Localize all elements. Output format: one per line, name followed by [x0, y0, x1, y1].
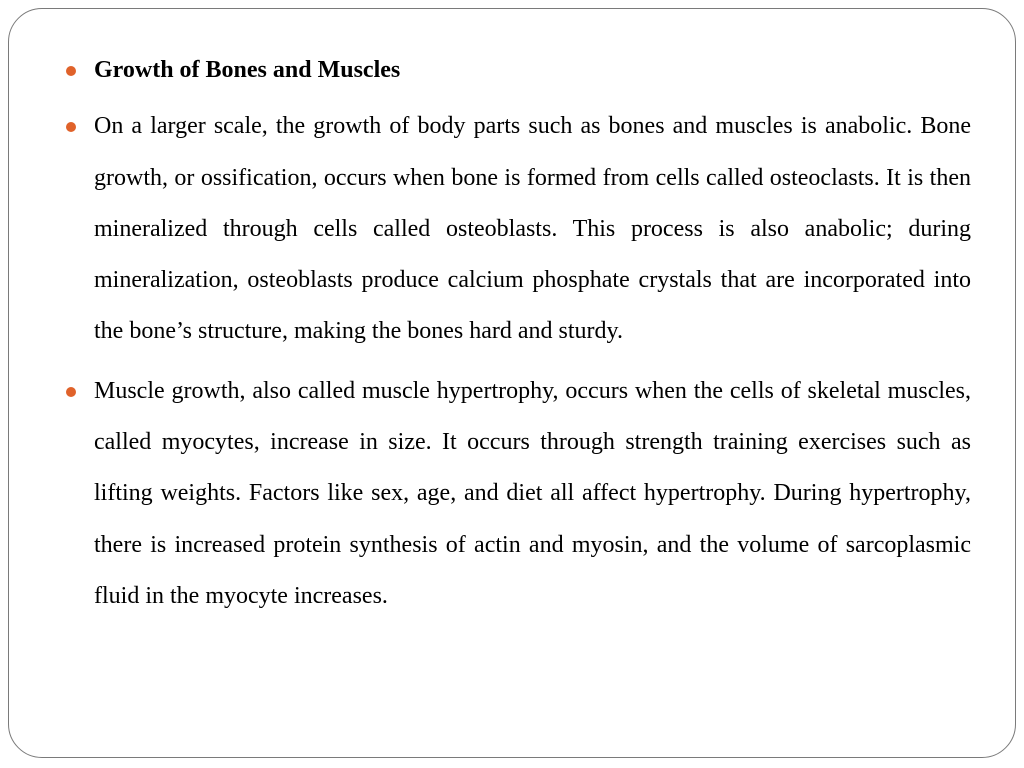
bullet-muscle-growth: [66, 366, 971, 622]
bullet-bone-growth: [66, 101, 971, 357]
bullet-dot-icon: [66, 66, 76, 76]
muscle-growth-text: Muscle growth, also called muscle hypertrophy, occurs when the cells of skeletal muscles, called myocytes, increase in size. It occurs through strength training exercises such as lifting weights. Factors like sex, age, and diet all affect hypertrophy. During hypertrophy, there is increased protein synthesis of actin and myosin, and the volume of sarcoplasmic fluid in the myocyte increases.: [94, 377, 971, 609]
bullet-dot-icon: [66, 387, 76, 397]
bone-growth-text: On a larger scale, the growth of body parts such as bones and muscles is anabolic. Bone growth, or ossification, occurs when bone is formed from cells called osteoclasts. It is then mineralized through cells called osteoblasts. This process is also anabolic; during mineralization, osteoblasts produce calcium phosphate crystals that are incorporated into the bone’s structure, making the bones hard and sturdy.: [94, 113, 971, 345]
bullet-heading: [66, 45, 971, 96]
bullet-list: [66, 45, 971, 633]
slide-frame: [8, 8, 1016, 758]
heading-text: Growth of Bones and Muscles: [94, 57, 401, 83]
bullet-dot-icon: [66, 122, 76, 132]
